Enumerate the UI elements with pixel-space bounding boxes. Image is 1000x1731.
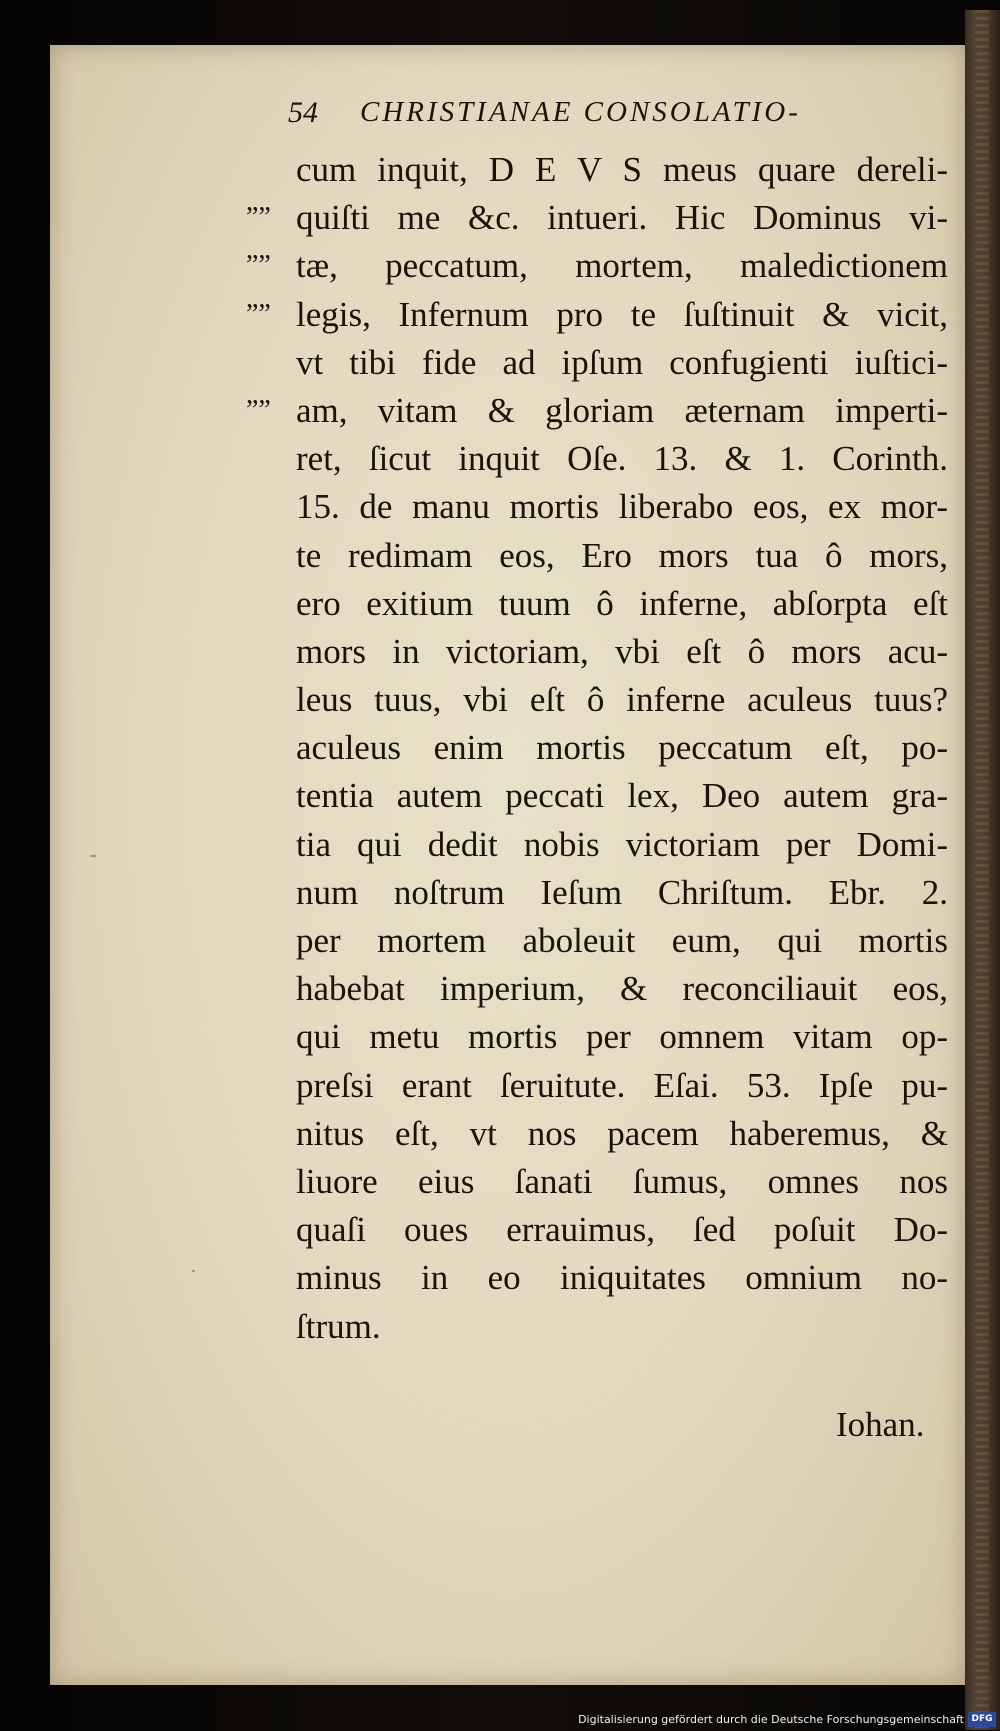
page-header <box>288 96 928 136</box>
text-line: num noſtrum Ieſum Chriſtum. Ebr. 2. <box>296 872 948 912</box>
text-line: am, vitam & gloriam æternam imperti- <box>296 390 948 430</box>
text-line: tæ, peccatum, mortem, maledictionem <box>296 246 948 286</box>
text-line: habebat imperium, & reconciliauit eos, <box>296 969 948 1009</box>
text-line: preſsi erant ſeruitute. Eſai. 53. Ipſe pu- <box>296 1065 948 1105</box>
text-line: quiſti me &c. intueri. Hic Dominus vi- <box>296 198 948 238</box>
running-title: CHRISTIANAE CONSOLATIO- <box>360 96 801 128</box>
margin-mark: ”” <box>246 202 271 234</box>
text-line: cum inquit, D E V S meus quare dereli- <box>296 150 948 189</box>
page-number: 54 <box>288 96 318 129</box>
text-line: quaſi oues errauimus, ſed poſuit Do- <box>296 1210 948 1250</box>
text-line: qui metu mortis per omnem vitam op- <box>296 1017 948 1057</box>
text-line: vt tibi fide ad ipſum confugienti iuſtici- <box>296 342 948 382</box>
text-line: nitus eſt, vt nos pacem haberemus, & <box>296 1113 948 1153</box>
text-line: ret, ſicut inquit Oſe. 13. & 1. Corinth. <box>296 439 948 479</box>
page-speck <box>90 855 96 857</box>
catchword: Iohan. <box>836 1405 925 1444</box>
page-speck <box>192 1270 195 1272</box>
text-line: tia qui dedit nobis victoriam per Domi- <box>296 824 948 864</box>
text-line: aculeus enim mortis peccatum eſt, po- <box>296 728 948 768</box>
text-line: ero exitium tuum ô inferne, abſorpta eſt <box>296 583 948 623</box>
text-line: leus tuus, vbi eſt ô inferne aculeus tuus? <box>296 680 948 720</box>
dfg-logo-icon: DFG <box>968 1712 996 1727</box>
margin-mark: ”” <box>246 250 271 282</box>
credit-text: Digitalisierung gefördert durch die Deutsche Forschungsgemeinschaft <box>578 1713 964 1726</box>
text-line: te redimam eos, Ero mors tua ô mors, <box>296 535 948 575</box>
body-text <box>296 146 948 1351</box>
text-line: 15. de manu mortis liberabo eos, ex mor- <box>296 487 948 527</box>
margin-mark: ”” <box>246 395 271 426</box>
book-edge-texture <box>975 10 989 1730</box>
text-line: liuore eius ſanati ſumus, omnes nos <box>296 1161 948 1201</box>
text-line: tentia autem peccati lex, Deo autem gra- <box>296 776 948 816</box>
text-line: ſtrum. <box>296 1306 381 1346</box>
text-line: per mortem aboleuit eum, qui mortis <box>296 921 948 960</box>
margin-mark: ”” <box>246 298 271 330</box>
text-line: mors in victoriam, vbi eſt ô mors acu- <box>296 631 948 671</box>
book-edge <box>965 10 1000 1730</box>
digitization-credit <box>512 1708 1000 1731</box>
text-line: legis, Infernum pro te ſuſtinuit & vicit, <box>296 294 948 334</box>
text-line: minus in eo iniquitates omnium no- <box>296 1258 948 1298</box>
